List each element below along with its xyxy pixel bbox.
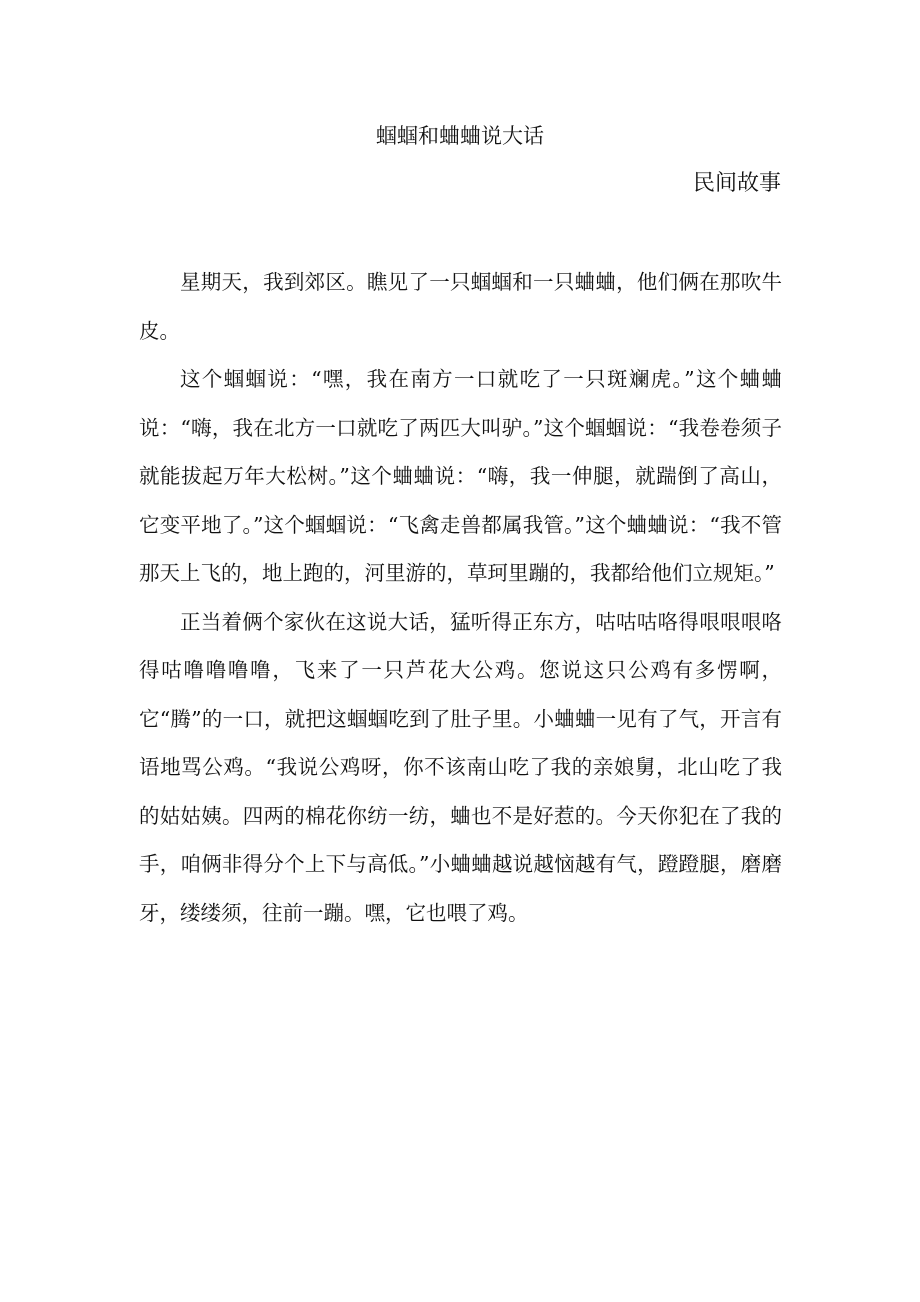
paragraph: 正当着俩个家伙在这说大话，猛听得正东方，咕咕咕咯得哏哏哏咯得咕噜噜噜噜，飞来了一只芦花大公鸡。您说这只公鸡有多愣啊，它“腾”的一口，就把这蝈蝈吃到了肚子里。小蛐蛐一见有了气，开言有语地骂公鸡。“我说公鸡呀，你不该南山吃了我的亲娘舅，北山吃了我的姑姑姨。四两的棉花你纺一纺，蛐也不是好惹的。今天你犯在了我的手，咱俩非得分个上下与高低。”小蛐蛐越说越恼越有气，蹬蹬腿，磨磨牙，缕缕须，往前一蹦。嘿，它也喂了鸡。 <box>139 609 782 925</box>
document-body <box>139 258 782 937</box>
document-byline: 民间故事 <box>692 171 781 196</box>
paragraph: 星期天，我到郊区。瞧见了一只蝈蝈和一只蛐蛐，他们俩在那吹牛皮。 <box>139 270 782 343</box>
paragraph: 这个蝈蝈说：“嘿，我在南方一口就吃了一只斑斓虎。”这个蛐蛐说：“嗨，我在北方一口就吃了两匹大叫驴。”这个蝈蝈说：“我卷卷须子就能拔起万年大松树。”这个蛐蛐说：“嗨，我一伸腿，就踹倒了高山，它变平地了。”这个蝈蝈说：“飞禽走兽都属我管。”这个蛐蛐说：“我不管那天上飞的，地上跑的，河里游的，草珂里蹦的，我都给他们立规矩。” <box>139 367 782 585</box>
document-title: 蝈蝈和蛐蛐说大话 <box>376 124 544 148</box>
